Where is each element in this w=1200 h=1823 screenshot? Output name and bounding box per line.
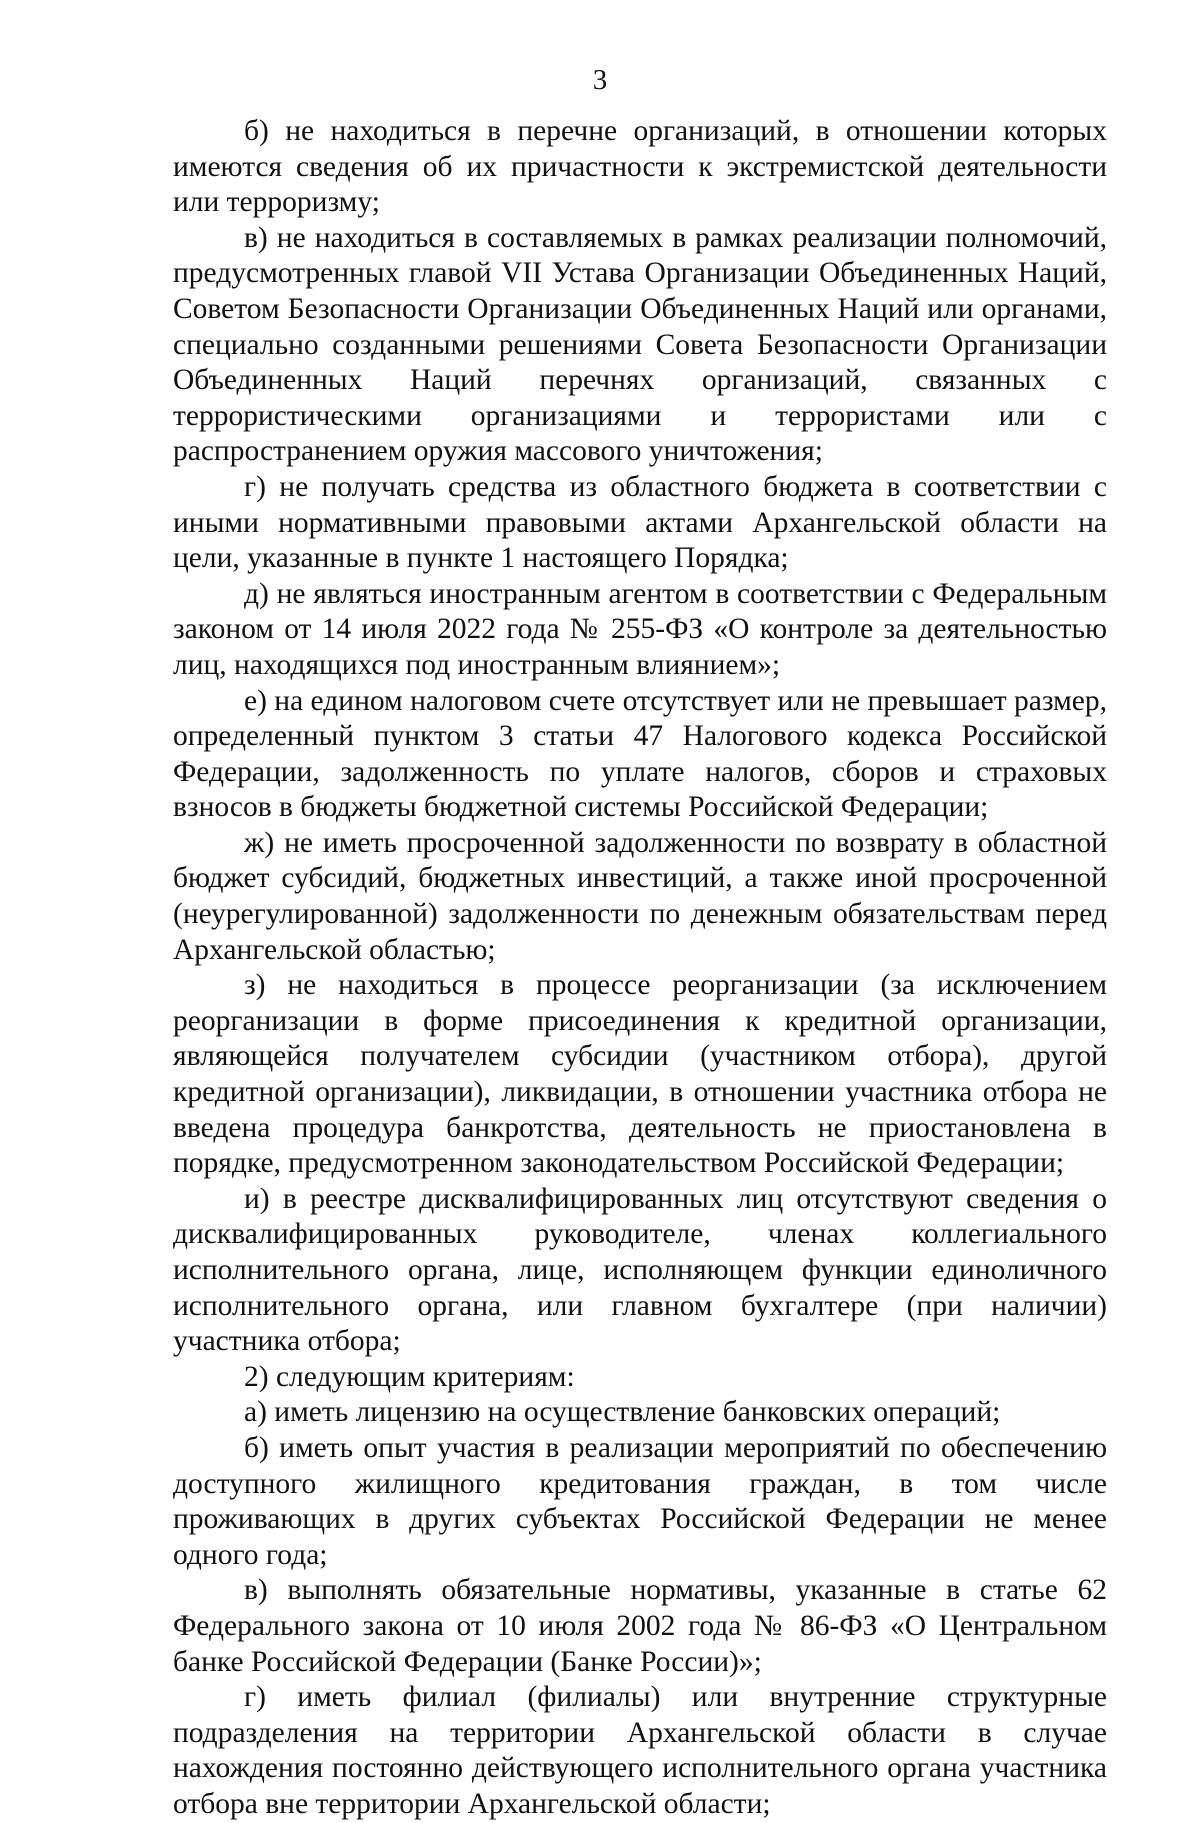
paragraph-b-experience: б) иметь опыт участия в реализации мероприятий по обеспечению доступного жилищного кредитования граждан, в том числе проживающих в других субъектах Российской Федерации не менее одного года; — [173, 1431, 1107, 1571]
paragraph-a-license: а) иметь лицензию на осуществление банковских операций; — [244, 1396, 1001, 1429]
paragraph-v-mandatory-standards: в) выполнять обязательные нормативы, указанные в статье 62 Федерального закона от 10 июля 2002 года № 86-ФЗ «О Центральном банке Российской Федерации (Банке России)»; — [173, 1574, 1107, 1678]
paragraph-z-reorganization: з) не находиться в процессе реорганизации (за исключением реорганизации в форме присоединения к кредитной организации, являющейся получателем субсидии (участником отбора), другой кредитной организации), ликвидации, в отношении участника отбора не введена процедура банкротства, деятельность не приостановлена в порядке, предусмотренном законодательством Российской Федерации; — [173, 969, 1107, 1180]
paragraph-v-un-lists: в) не находиться в составляемых в рамках реализации полномочий, предусмотренных главой VII Устава Организации Объединенных Наций, Советом Безопасности Организации Объединенных Наций или органами, специально созданными решениями Совета Безопасности Организации Объединенных Наций перечнях организаций, связанных с террористическими организациями и террористами или с распространением оружия массового уничтожения; — [173, 221, 1107, 468]
paragraph-2-criteria: 2) следующим критериям: — [244, 1360, 575, 1393]
paragraph-i-disqualified-persons: и) в реестре дисквалифицированных лиц отсутствуют сведения о дисквалифицированных руководителе, членах коллегиального исполнительного органа, лице, исполняющем функции единоличного исполнительного органа, или главном бухгалтере (при наличии) участника отбора; — [173, 1182, 1107, 1358]
page-number: 3 — [592, 64, 608, 96]
paragraph-zh-overdue-debt: ж) не иметь просроченной задолженности по возврату в областной бюджет субсидий, бюджетных инвестиций, а также иной просроченной (неурегулированной) задолженности по денежным обязательствам перед Архангельской областью; — [173, 826, 1107, 966]
paragraph-d-foreign-agent: д) не являться иностранным агентом в соответствии с Федеральным законом от 14 июля 2022 года № 255-ФЗ «О контроле за деятельностью лиц, находящихся под иностранным влиянием»; — [173, 577, 1107, 681]
paragraph-b-extremism-list: б) не находиться в перечне организаций, в отношении которых имеются сведения об их причастности к экстремистской деятельности или терроризму; — [173, 115, 1107, 219]
paragraph-g-branch: г) иметь филиал (филиалы) или внутренние структурные подразделения на территории Архангельской области в случае нахождения постоянно действующего исполнительного органа участника отбора вне территории Архангельской области; — [173, 1681, 1107, 1820]
paragraph-e-tax-debt: е) на едином налоговом счете отсутствует или не превышает размер, определенный пунктом 3 статьи 47 Налогового кодекса Российской Федерации, задолженность по уплате налогов, сборов и страховых взносов в бюджеты бюджетной системы Российской Федерации; — [173, 684, 1107, 824]
document-body — [173, 114, 1107, 1823]
paragraph-g-budget-funds: г) не получать средства из областного бюджета в соответствии с иными нормативными правовыми актами Архангельской области на цели, указанные в пункте 1 настоящего Порядка; — [173, 470, 1107, 575]
